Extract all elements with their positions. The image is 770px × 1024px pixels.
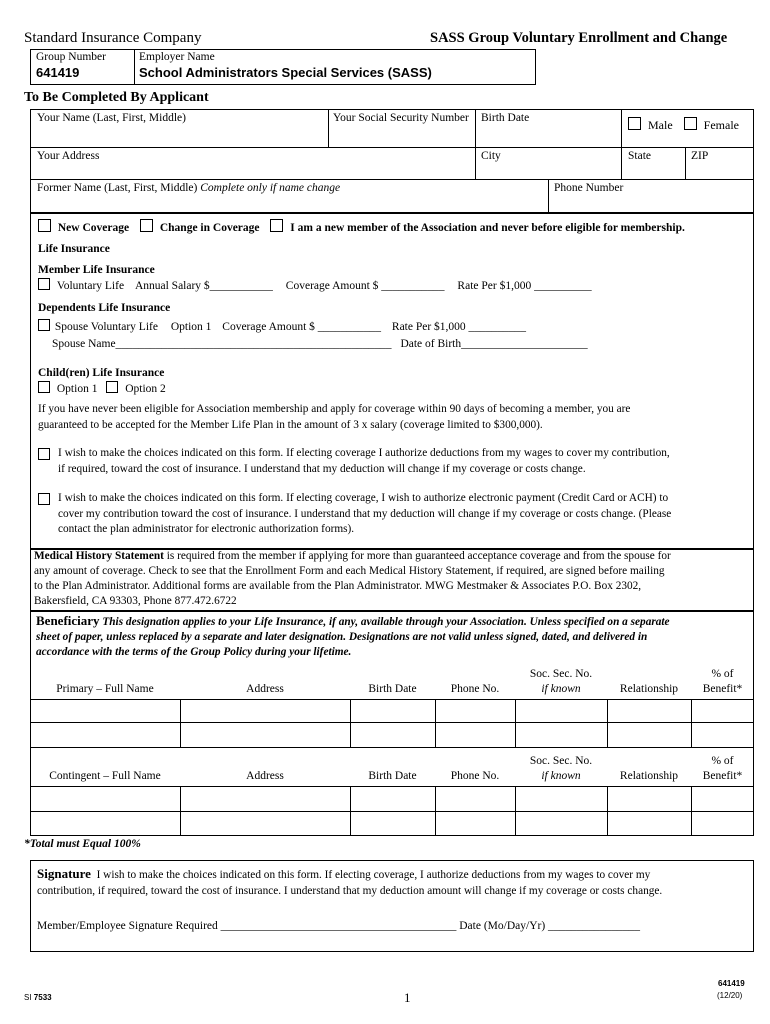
- phone-input[interactable]: [549, 193, 753, 212]
- annual-salary-field[interactable]: Annual Salary $___________: [134, 280, 273, 292]
- footer-date: (12/20): [717, 991, 743, 1000]
- state-label: State: [628, 150, 651, 162]
- zip-input[interactable]: [686, 161, 753, 178]
- male-checkbox[interactable]: [628, 117, 641, 130]
- zip-label: ZIP: [691, 150, 709, 162]
- employer-name-field[interactable]: School Administrators Special Services (SASS): [139, 65, 432, 80]
- primary-name-header: Primary – Full Name: [56, 683, 154, 695]
- payroll-deduction-checkbox[interactable]: [38, 448, 50, 460]
- contingent-pct-header: % of Benefit*: [702, 755, 743, 782]
- spouse-name-field[interactable]: Spouse Name________________________________________________: [52, 338, 392, 350]
- primary-relationship-header: Relationship: [619, 683, 679, 695]
- rate-field[interactable]: Rate Per $1,000 __________: [457, 280, 592, 292]
- voluntary-life-checkbox[interactable]: [38, 278, 50, 290]
- electronic-payment-checkbox[interactable]: [38, 493, 50, 505]
- footer-group-number: 641419: [718, 979, 745, 988]
- electronic-payment-text: I wish to make the choices indicated on this form. If electing coverage, I wish to authorize electronic payment (Credit Card or ACH) to cover my contribution toward the cost of insurance. I understand that my deduction will change if my coverage or costs change. (Please contact the plan administrator for electronic authorization forms).: [58, 492, 672, 535]
- ssn-label: Your Social Security Number: [333, 112, 469, 124]
- total-note: *Total must Equal 100%: [24, 838, 141, 850]
- member-life-heading: Member Life Insurance: [38, 264, 155, 276]
- contingent-address-header: Address: [246, 770, 284, 782]
- contingent-relationship-header: Relationship: [619, 770, 679, 782]
- spouse-voluntary-label: Spouse Voluntary Life: [54, 321, 158, 333]
- new-member-checkbox[interactable]: [270, 219, 283, 232]
- group-number-label: Group Number: [36, 51, 106, 63]
- birth-date-input[interactable]: [476, 124, 620, 146]
- contingent-beneficiary-row-1[interactable]: [31, 787, 753, 810]
- female-label: Female: [703, 118, 739, 132]
- male-label: Male: [648, 118, 673, 132]
- city-label: City: [481, 150, 501, 162]
- contingent-beneficiary-row-2[interactable]: [31, 812, 753, 835]
- primary-phone-header: Phone No.: [450, 683, 500, 695]
- spouse-voluntary-checkbox[interactable]: [38, 319, 50, 331]
- spouse-dob-field[interactable]: Date of Birth______________________: [400, 338, 588, 350]
- primary-beneficiary-row-1[interactable]: [31, 700, 753, 722]
- primary-birth-header: Birth Date: [368, 683, 417, 695]
- primary-pct-header: % of Benefit*: [702, 668, 743, 695]
- coverage-amount-field[interactable]: Coverage Amount $ ___________: [285, 280, 445, 292]
- form-id: SI 7533: [24, 993, 52, 1002]
- primary-ssn-header: Soc. Sec. No. if known: [529, 668, 593, 695]
- primary-address-header: Address: [246, 683, 284, 695]
- city-input[interactable]: [476, 161, 620, 178]
- form-title: SASS Group Voluntary Enrollment and Change: [430, 30, 728, 46]
- change-coverage-checkbox[interactable]: [140, 219, 153, 232]
- signature-text: Signature I wish to make the choices indicated on this form. If electing coverage, I authorize deductions from my wages to cover my contribution, if required, toward the cost of insurance. I understand that my deduction amount will change if my coverage or costs change.: [37, 866, 663, 897]
- address-input[interactable]: [31, 161, 474, 178]
- child-option2-label: Option 2: [125, 383, 166, 395]
- address-label: Your Address: [37, 150, 100, 162]
- child-option2-checkbox[interactable]: [106, 381, 118, 393]
- voluntary-life-label: Voluntary Life: [56, 280, 125, 292]
- section-title-applicant: To Be Completed By Applicant: [24, 90, 209, 105]
- name-input[interactable]: [31, 124, 327, 146]
- signature-line[interactable]: Member/Employee Signature Required _________________________________________ Date (Mo/Day/Yr) ________________: [37, 920, 641, 932]
- child-option1-label: Option 1: [56, 383, 98, 395]
- primary-beneficiary-row-2[interactable]: [31, 723, 753, 746]
- children-life-heading: Child(ren) Life Insurance: [38, 367, 165, 379]
- former-name-label: Former Name (Last, First, Middle) Complete only if name change: [37, 182, 341, 194]
- group-number-field[interactable]: 641419: [36, 65, 80, 80]
- state-input[interactable]: [622, 161, 684, 178]
- life-insurance-heading: Life Insurance: [38, 243, 110, 255]
- page-number: 1: [404, 990, 411, 1005]
- spouse-coverage-amount-field[interactable]: Coverage Amount $ ___________: [222, 321, 382, 333]
- birth-date-label: Birth Date: [481, 112, 530, 124]
- ssn-input[interactable]: [329, 124, 474, 146]
- spouse-option1-label: Option 1: [170, 321, 212, 333]
- new-coverage-label: New Coverage: [57, 222, 130, 234]
- guarantee-text: If you have never been eligible for Association membership and apply for coverage within 90 days of becoming a member, you are guaranteed to be accepted for the Member Life Plan in the amount of 3 x salary (coverage limited to $300,000).: [38, 403, 631, 431]
- phone-label: Phone Number: [554, 182, 624, 194]
- payroll-deduction-text: I wish to make the choices indicated on this form. If electing coverage I authorize deductions from my wages to cover my contribution, if required, toward the cost of insurance. I understand that my deduction will change if my coverage or costs change.: [58, 447, 670, 475]
- contingent-name-header: Contingent – Full Name: [49, 770, 161, 782]
- child-option1-checkbox[interactable]: [38, 381, 50, 393]
- new-member-label: I am a new member of the Association and never before eligible for membership.: [290, 222, 685, 234]
- name-label: Your Name (Last, First, Middle): [37, 112, 186, 124]
- company-name: Standard Insurance Company: [24, 30, 202, 46]
- new-coverage-checkbox[interactable]: [38, 219, 51, 232]
- contingent-ssn-header: Soc. Sec. No. if known: [529, 755, 593, 782]
- change-coverage-label: Change in Coverage: [159, 222, 260, 234]
- medical-history-text: Medical History Statement is required from the member if applying for more than guaranteed acceptance coverage and from the spouse for any amount of coverage. Check to see that the Enrollment Form and each Medical History Statement, if required, are signed before mailing to the Plan Administrator. Additional forms are available from the Plan Administrator. MWG Mestmaker & Associates P.O. Box 2302, Bakersfield, CA 93303, Phone 877.472.6722: [34, 550, 671, 607]
- beneficiary-text: Beneficiary This designation applies to your Life Insurance, if any, available through your Association. Unless specified on a separate sheet of paper, unless replaced by a separate and later designation. Designations are not valid unless signed, dated, and delivered in accordance with the terms of the Group Policy during your lifetime.: [36, 613, 670, 658]
- dependents-life-heading: Dependents Life Insurance: [38, 302, 171, 314]
- former-name-input[interactable]: [31, 193, 547, 212]
- spouse-rate-field[interactable]: Rate Per $1,000 __________: [391, 321, 527, 333]
- contingent-birth-header: Birth Date: [368, 770, 417, 782]
- female-checkbox[interactable]: [684, 117, 697, 130]
- employer-name-label: Employer Name: [139, 51, 215, 63]
- contingent-phone-header: Phone No.: [450, 770, 500, 782]
